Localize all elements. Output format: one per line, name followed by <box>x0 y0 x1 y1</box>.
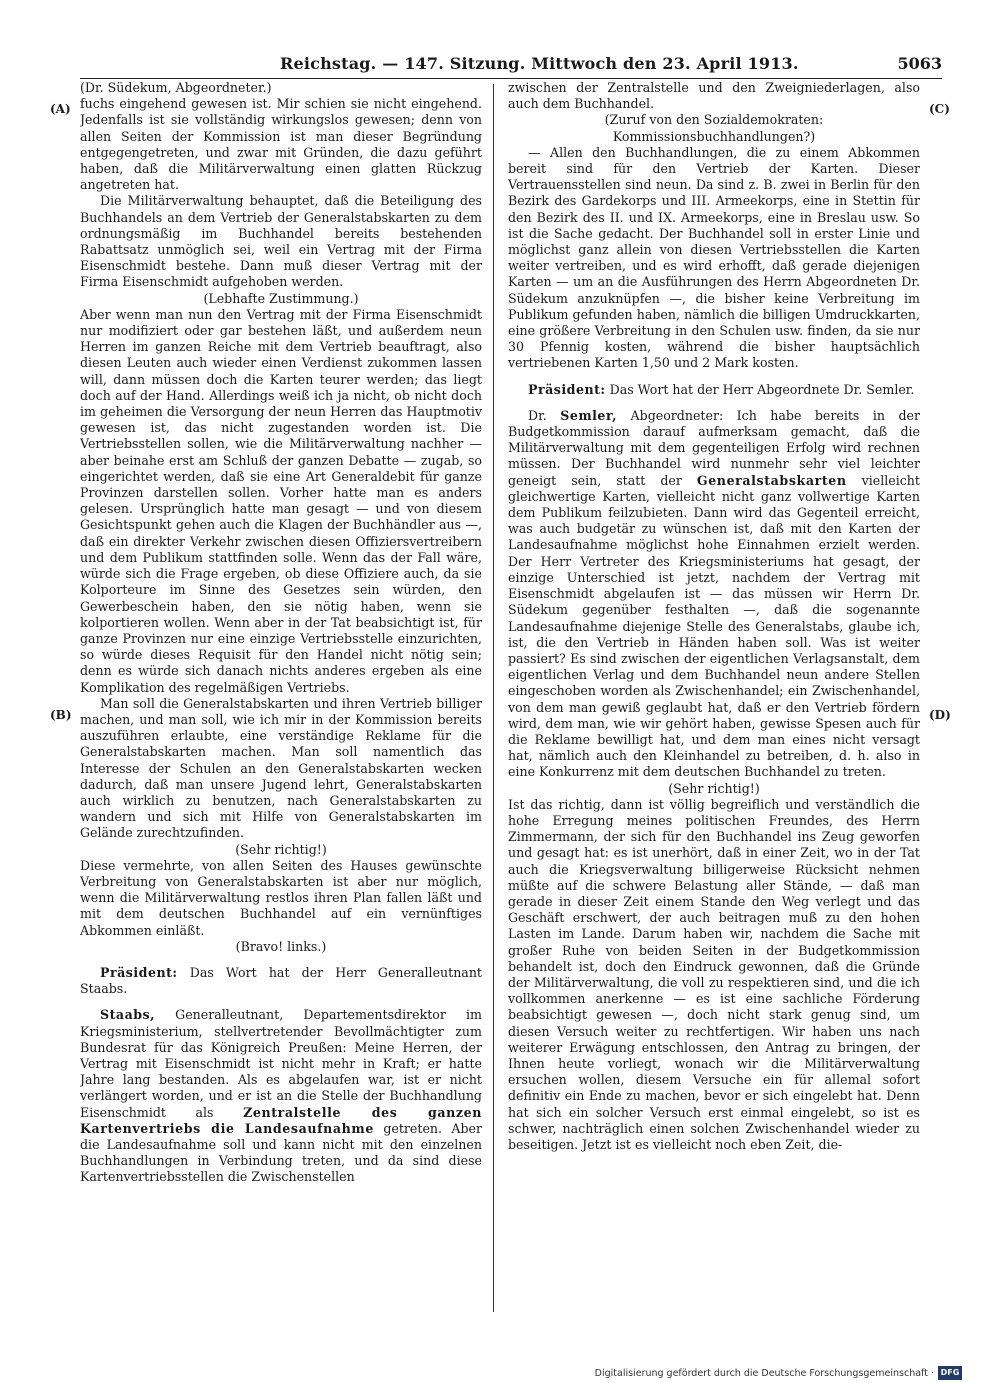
page-header <box>80 52 942 79</box>
right-column <box>508 80 920 1325</box>
left-paragraph-3: Aber wenn man nun den Vertrag mit der Firma Eisenschmidt nur modifiziert oder gar bestehen läßt, und außerdem neun Herren im ganzen Reiche mit dem Vertrieb beauftragt, also diesen Leuten auch wieder einen Verdienst zukommen lassen will, dann müssen doch die Karten teurer werden; das liegt doch auf der Hand. Allerdings weiß ich ja nicht, ob nicht doch im geheimen die Versorgung der neun Herren das Hauptmotiv gewesen ist, das nicht zugestanden worden ist. Die Vertriebsstellen sollen, wie die Militärverwaltung nachher — aber beinahe erst am Schluß der ganzen Debatte — zugab, so eingerichtet werden, daß sie eine Art Generaldebit für ganze Provinzen darstellen sollen. Vorher hatte man es anders gelesen. Ursprünglich hatte man gesagt — und von diesem Gesichtspunkt gehen auch die Klagen der Buchhändler aus —, daß ein direkter Verkehr zwischen diesen Offiziersvertreibern und dem Publikum stattfinden solle. Wenn das der Fall wäre, würde sich die Frage ergeben, ob diese Offiziere auch, da sie Kolporteure im Sinne des Gesetzes sein würden, den Gewerbeschein haben, den sie nötig haben, wenn sie kolportieren wollen. Wenn aber in der Tat beabsichtigt ist, für ganze Provinzen nur eine einzige Vertriebsstelle einzurichten, so würde dieses Requisit für den Handel nicht nötig sein; denn es würde sich danach nichts anderes ergeben als eine Komplikation des regelmäßigen Vertriebs. <box>80 306 482 695</box>
semler-emphasis: Generalstabskarten <box>696 472 847 488</box>
semler-speech-part-1: Abgeordneter: Ich habe bereits in der Budgetkommission darauf aufmerksam gemacht, daß die Militärverwaltung mit dem gegenteiligen Erfolg wird rechnen müssen. Der Buchhandel wird nunmehr sehr viel leichter geneigt sein, statt der <box>508 407 920 488</box>
margin-mark-b: (B) <box>50 708 72 722</box>
left-paragraph-5: Diese vermehrte, von allen Seiten des Hauses gewünschte Verbreitung von Generalstabskarten ist aber nur möglich, wenn die Militärverwaltung restlos ihren Plan fallen läßt und mit dem deutschen Buchhandel auf ein vernünftiges Abkommen einläßt. <box>80 857 482 938</box>
speaker-name-staabs: Staabs, <box>100 1007 156 1023</box>
president-label-2: Präsident: <box>528 381 606 397</box>
margin-mark-d: (D) <box>929 708 951 722</box>
president-statement-2 <box>508 382 920 398</box>
interjection-sehr-richtig: (Sehr richtig!) <box>235 841 327 857</box>
staabs-speech-part-1: Generalleutnant, Departementsdirektor im Kriegsministerium, stellvertretender Bevollmächtigter zum Bundesrat für das Königreich Preußen: Meine Herren, der Vertrag mit Eisenschmidt ist nicht mehr in Kraft; er hatte Jahre lang bestanden. Als es abgelaufen war, ist er nicht verlängert worden, und er ist an die Stelle der Buchhandlung Eisenschmidt als <box>80 1007 482 1120</box>
left-paragraph-4: Man soll die Generalstabskarten und ihren Vertrieb billiger machen, und man soll, wie ich mir in der Kommission bereits auszuführen erlaubte, eine verständige Reklame für die Generalstabskarten machen. Man soll namentlich das Interesse der Schulen an den Generalstabskarten wecken dadurch, daß man unsere Jugend lehrt, Generalstabskarten auch wirklich zu benutzen, nach Generalstabskarten zu wandern und sich mit Hilfe von Generalstabskarten im Gelände zurechtzufinden. <box>80 695 482 841</box>
footer-credit: Digitalisierung gefördert durch die Deutsche Forschungsgemeinschaft · <box>594 1368 934 1379</box>
column-divider <box>493 84 494 1312</box>
left-paragraph-1: fuchs eingehend gewesen ist. Mir schien sie nicht eingehend. Jedenfalls ist sie vollständig wirkungslos gewesen; denn von allen Seiten der Kommission ist man dieser Begründung entgegengetreten, und zwar mit Gründen, die dazu geführt haben, daß die Militärverwaltung einen glatten Rückzug angetreten hat. <box>80 96 482 193</box>
speaker-name-semler: Semler, <box>560 407 618 423</box>
margin-mark-a: (A) <box>50 102 71 116</box>
president-text: Das Wort hat der Herr Generalleutnant Staabs. <box>80 964 482 997</box>
interjection-applause: (Lebhafte Zustimmung.) <box>203 290 359 306</box>
staabs-emphasis: Zentralstelle des ganzen Kartenvertriebs die Landesaufnahme <box>80 1104 482 1136</box>
staabs-speech-part-2: getreten. Aber die Landesaufnahme soll und kann nicht mit den einzelnen Buchhandlungen in Verbindung treten, und da sind diese Kartenvertriebsstellen die Zwischenstellen <box>80 1120 482 1185</box>
staabs-speech <box>80 1007 482 1185</box>
dfg-logo-icon: DFG <box>938 1366 962 1380</box>
right-paragraph-1: zwischen der Zentralstelle und den Zweigniederlagen, also auch dem Buchhandel. <box>508 80 920 112</box>
president-text-2: Das Wort hat der Herr Abgeordnete Dr. Semler. <box>609 381 915 397</box>
right-paragraph-3: Ist das richtig, dann ist völlig begreiflich und verständlich die hohe Erregung meines politischen Freundes, des Herrn Zimmermann, der sich für den Buchhandel ins Zeug geworfen und gesagt hat: es ist unerhört, daß in einer Zeit, wo in der Tat auch die Kriegsverwaltung billigerweise Rücksicht nehmen müßte auf die schwere Belastung aller Stände, — daß man gerade in dieser Zeit einem Stande den Weg verlegt und das Geschäft erschwert, der auch beitragen muß zu den hohen Lasten im Lande. Darum haben wir, nachdem die Sache mit großer Ruhe von beiden Seiten in der Budgetkommission behandelt ist, doch den Eindruck gewonnen, daß die Gründe der Militärverwaltung, die voll zu respektieren sind, und die ich vollkommen anerkenne — es ist eine sachliche Förderung beabsichtigt gewesen —, doch nicht stark genug sind, um diesen Versuch weiter zu rechtfertigen. Wir haben uns nach weiterer Erwägung entschlossen, den Antrag zu bringen, der Ihnen heute vorliegt, wonach wir die Militärverwaltung ersuchen wollen, diesem Versuche ein für allemal sofort definitiv ein Ende zu machen, bevor er sich eingelebt hat. Denn hat sich ein solcher Versuch erst einmal eingelebt, so ist es schwer, nachträglich einen solchen Zwischenhandel wieder zu beseitigen. Jetzt ist es vielleicht noch eben Zeit, die- <box>508 796 920 1152</box>
running-title: Reichstag. — 147. Sitzung. Mittwoch den 23. April 1913. <box>280 54 799 73</box>
president-label: Präsident: <box>100 964 178 980</box>
margin-mark-c: (C) <box>929 102 950 116</box>
president-statement <box>80 965 482 997</box>
interjection-zuruf: (Zuruf von den Sozialdemokraten: Kommissionsbuchhandlungen?) <box>604 112 824 144</box>
semler-speech <box>508 408 920 781</box>
left-paragraph-2: Die Militärverwaltung behauptet, daß die Beteiligung des Buchhandels an dem Vertrieb der Generalstabskarten zu dem ordnungsmäßig im Buchhandel bereits bestehenden Rabattsatz unmöglich sei, weil ein Vertrag mit der Firma Eisenschmidt bestehe. Dann muß dieser Vertrag mit der Firma Eisenschmidt aufgehoben werden. <box>80 193 482 290</box>
left-column <box>80 80 482 1325</box>
right-paragraph-2: — Allen den Buchhandlungen, die zu einem Abkommen bereit sind für den Vertrieb der Karten. Dieser Vertrauensstellen sind neun. Da sind z. B. zwei in Berlin für den Bezirk des Gardekorps und III. Armeekorps, eine in Stettin für den Bezirk des II. und IX. Armeekorps, eine in Breslau usw. So ist die Sache gedacht. Der Buchhandel soll in erster Linie und möglichst ganz allein von diesen Vertriebsstellen die Karten weiter vertreiben, und es wird erhofft, daß gerade diejenigen Karten — um an die Ausführungen des Herrn Abgeordneten Dr. Südekum anzuknüpfen —, die bisher keine Verbreitung im Publikum gefunden haben, nämlich die billigen Umdruckkarten, eine größere Verbreitung in den Schulen usw. finden, da sie nur 30 Pfennig kosten, während die bisher hauptsächlich vertriebenen Karten 1,50 und 2 Mark kosten. <box>508 144 920 371</box>
semler-speech-part-2: vielleicht gleichwertige Karten, vielleicht nicht ganz vollwertige Karten dem Publikum feilzubieten. Dann wird das Gegenteil erreicht, was auch budgetär zu wünschen ist, daß mit den Karten der Landesaufnahme möglichst hohe Einnahmen erzielt werden. Der Herr Vertreter des Kriegsministeriums hat gesagt, der einzige Unterschied ist jetzt, nachdem der Vertrag mit Eisenschmidt abgelaufen ist — das müssen wir Herrn Dr. Südekum gegenüber festhalten —, daß die sogenannte Landesaufnahme diejenige Stelle des Generalstabs, glaube ich, ist, die den Vertrieb in Händen haben soll. Was ist weiter passiert? Es sind zwischen der eigentlichen Verlagsanstalt, dem eigentlichen Verlag und dem Buchhandel neun andere Stellen eingeschoben worden als Zwischenhandel; ein Zwischenhandel, von dem man gewiß geglaubt hat, daß er den Vertrieb fördern wird, dem man, wie wir gehört haben, gewisse Spesen auch für die Reklame bewilligt hat, und dem man eines nicht versagt hat, nämlich auch den Kleinhandel zu betreiben, d. h. also in eine Konkurrenz mit dem deutschen Buchhandel zu treten. <box>508 472 920 780</box>
speaker-attribution: (Dr. Südekum, Abgeordneter.) <box>80 80 272 95</box>
page-number: 5063 <box>897 54 942 73</box>
interjection-sehr-richtig-2: (Sehr richtig!) <box>668 780 760 796</box>
digitization-footer <box>590 1366 962 1382</box>
semler-prefix: Dr. <box>528 407 547 423</box>
interjection-bravo: (Bravo! links.) <box>235 938 327 954</box>
